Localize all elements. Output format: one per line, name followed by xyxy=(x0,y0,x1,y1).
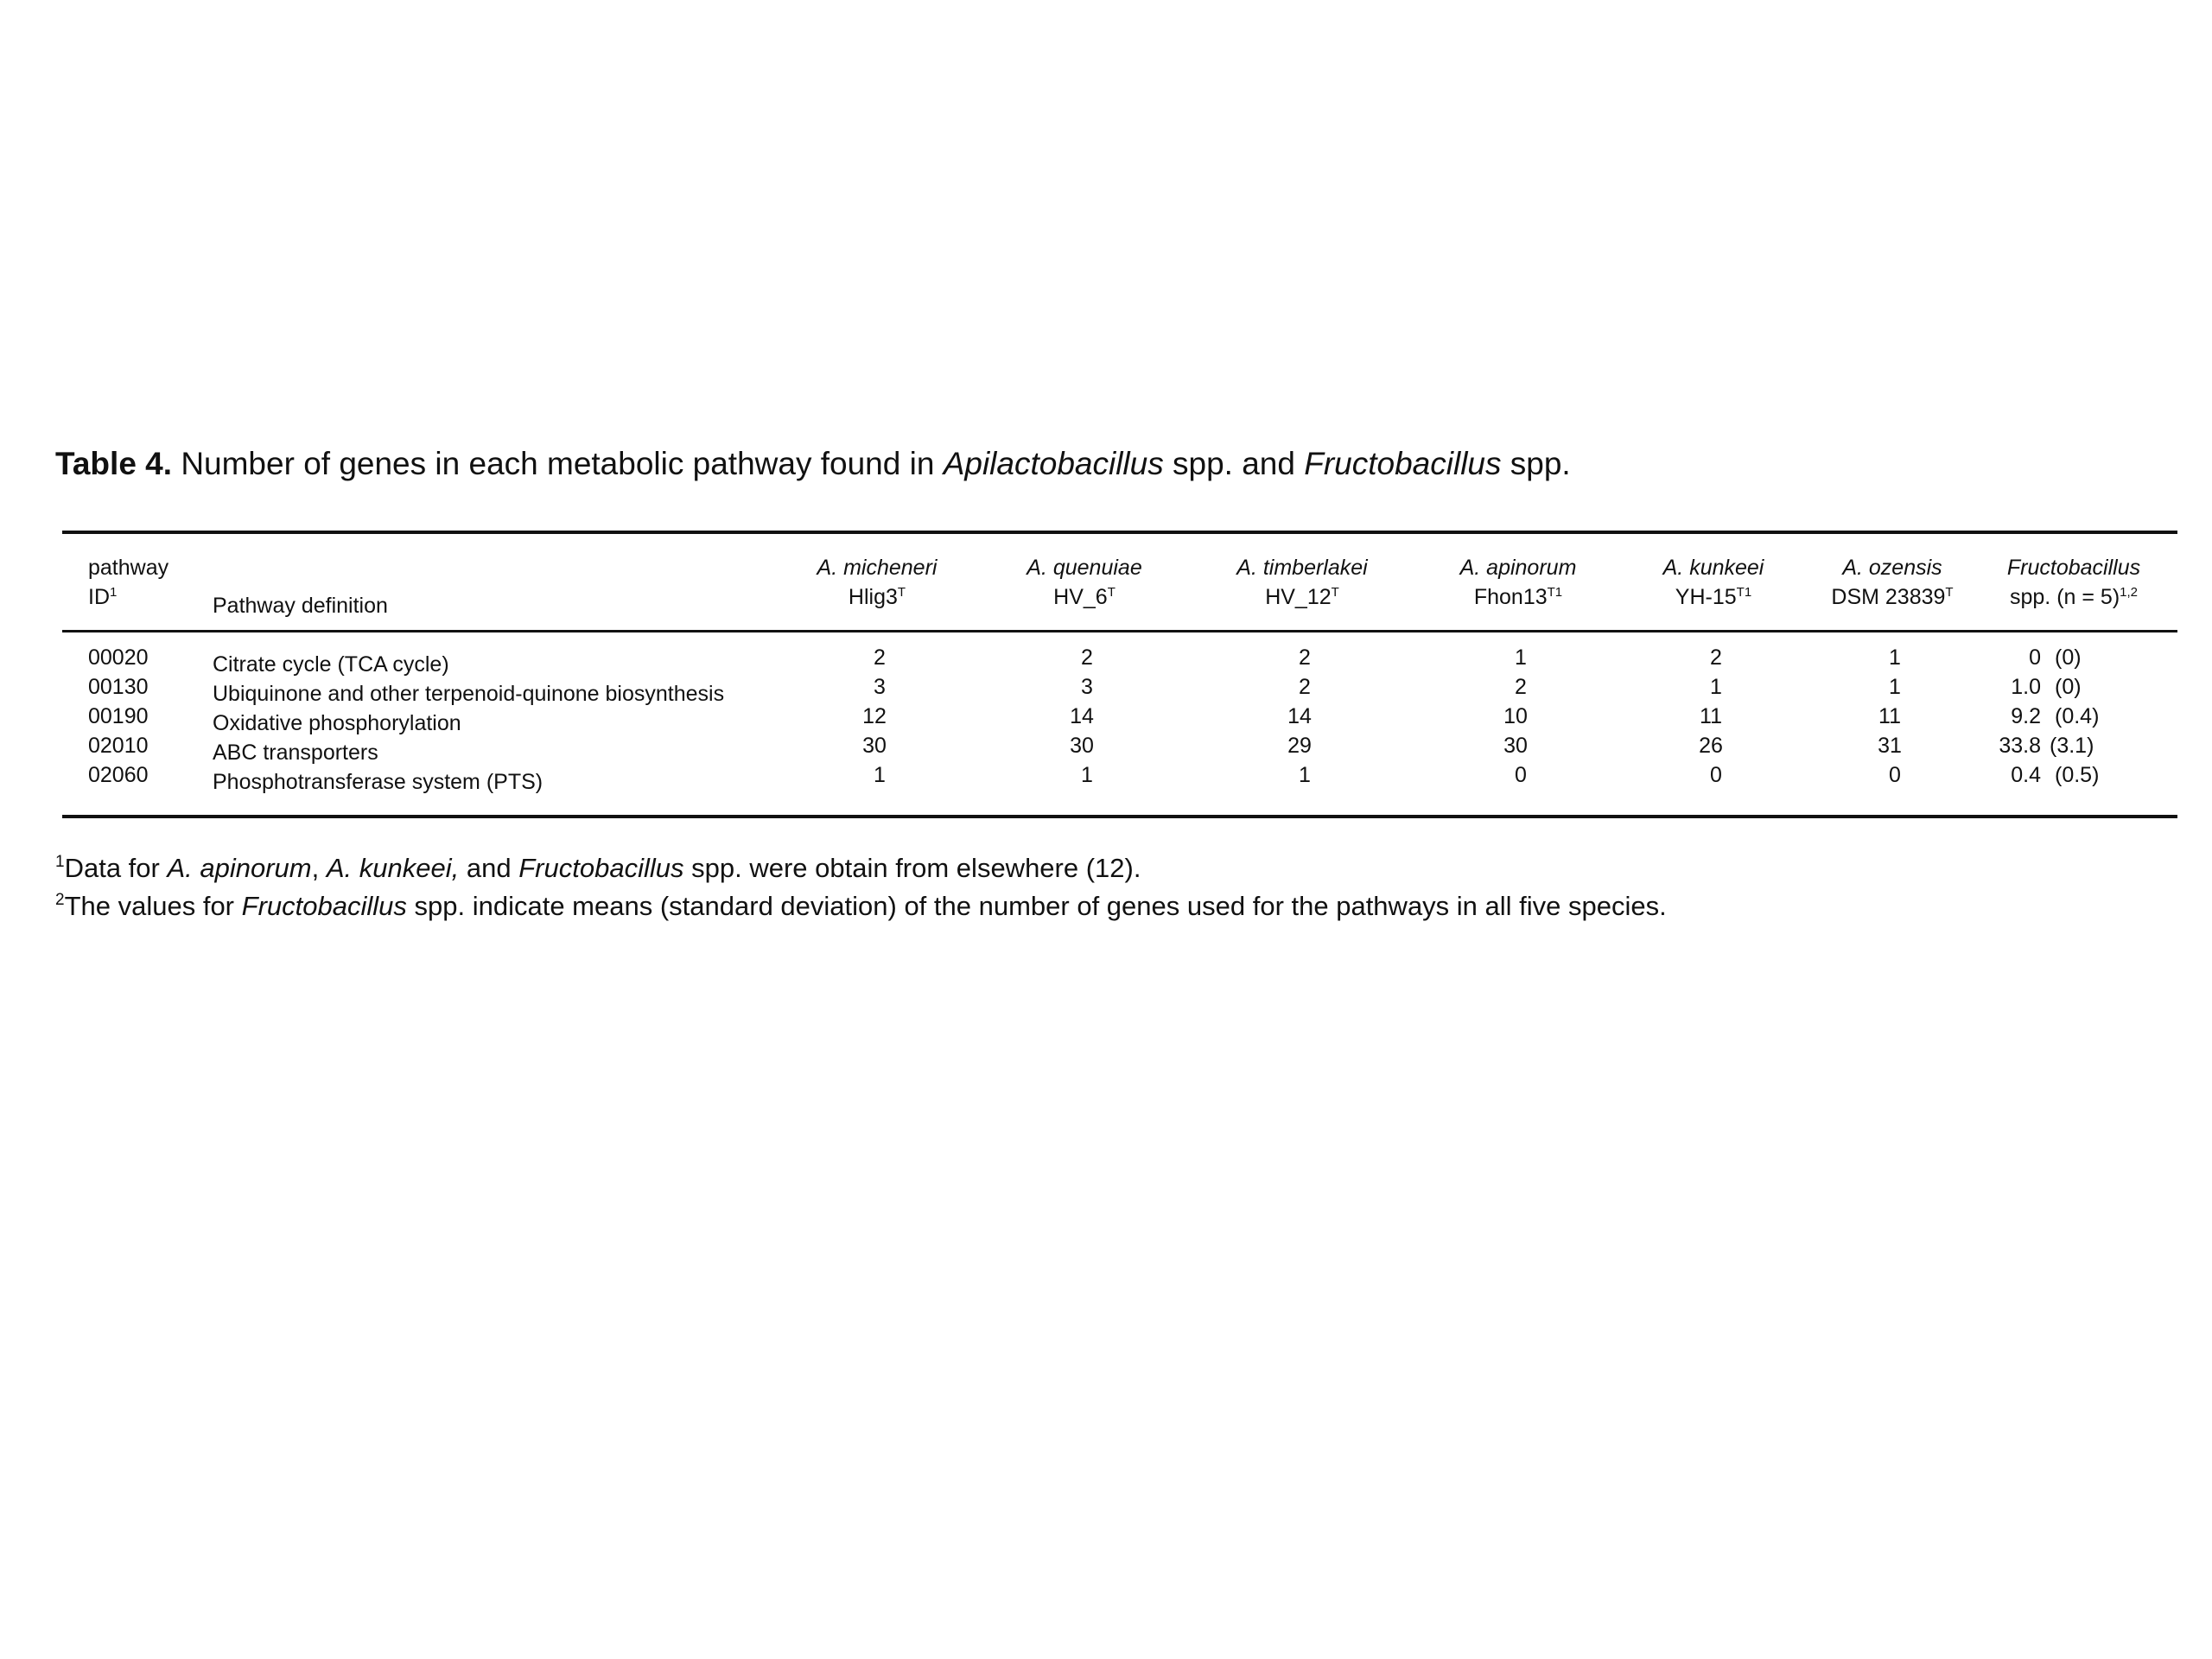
row-3-col-6: 11 xyxy=(1878,704,1901,728)
row-5-fructo-mean: 0.4 xyxy=(2011,763,2041,787)
row-1-definition: Citrate cycle (TCA cycle) xyxy=(213,652,449,677)
header-strain-3: $HV\_12^T$ xyxy=(1265,585,1339,609)
row-4-col-3: 29 xyxy=(1287,734,1312,758)
caption-genus-1: Apilactobacillus xyxy=(943,446,1164,481)
row-3-col-4: 10 xyxy=(1503,704,1528,728)
footnote-2: $^2$The values for Fructobacillus spp. indicate means (standard deviation) of the number of genes used for the pathways in all five species. xyxy=(55,891,1667,921)
row-5-col-4: 0 xyxy=(1515,763,1527,787)
row-2-id: 00130 xyxy=(88,675,149,699)
header-strain-7: spp. (n = 5)$^{1,2}$ xyxy=(2009,585,2139,609)
row-1-col-1: 2 xyxy=(874,645,886,670)
row-3-col-3: 14 xyxy=(1287,704,1312,728)
row-1-col-6: 1 xyxy=(1889,645,1901,670)
row-4-col-4: 30 xyxy=(1503,734,1528,758)
row-1-col-3: 2 xyxy=(1299,645,1311,670)
header-strain-1: $Hlig3^T$ xyxy=(848,585,906,609)
row-5-col-1: 1 xyxy=(874,763,886,787)
caption-text-2: spp. and xyxy=(1173,446,1295,481)
header-strain-6: DSM $23839^T$ xyxy=(1831,585,1954,609)
row-4-col-6: 31 xyxy=(1878,734,1902,758)
table-caption xyxy=(55,442,1571,486)
row-1-fructo-sd: (0) xyxy=(2055,645,2082,670)
row-5-col-2: 1 xyxy=(1081,763,1093,787)
row-2-col-2: 3 xyxy=(1081,675,1093,699)
table-top-rule xyxy=(62,531,2177,534)
row-1-col-4: 1 xyxy=(1515,645,1527,670)
row-3-col-2: 14 xyxy=(1070,704,1094,728)
row-4-col-1: 30 xyxy=(862,734,887,758)
header-species-3: A. timberlakei xyxy=(1236,556,1368,580)
row-2-col-5: 1 xyxy=(1710,675,1722,699)
header-species-6: A. ozensis xyxy=(1842,556,1942,580)
header-strain-2: $HV\_6^T$ xyxy=(1053,585,1116,609)
row-3-col-5: 11 xyxy=(1700,704,1722,728)
row-2-col-4: 2 xyxy=(1515,675,1527,699)
row-2-fructo-mean: 1.0 xyxy=(2011,675,2041,699)
row-4-fructo-mean: 33.8 xyxy=(1999,734,2041,758)
row-2-col-1: 3 xyxy=(874,675,886,699)
table-header-rule xyxy=(62,630,2177,632)
row-5-id: 02060 xyxy=(88,763,149,787)
header-pathway-label: pathway xyxy=(88,556,169,580)
header-pathway-definition: Pathway definition xyxy=(213,594,388,618)
header-strain-5: $YH-15^{T1}$ xyxy=(1675,585,1752,609)
row-3-fructo-sd: (0.4) xyxy=(2055,704,2100,728)
caption-text-3: spp. xyxy=(1510,446,1571,481)
row-2-definition: Ubiquinone and other terpenoid-quinone biosynthesis xyxy=(213,682,725,706)
caption-text-1: Number of genes in each metabolic pathway found in xyxy=(181,446,935,481)
header-species-2: A. quenuiae xyxy=(1027,556,1142,580)
row-4-col-5: 26 xyxy=(1699,734,1723,758)
row-4-fructo-sd: (3.1) xyxy=(2050,734,2094,758)
header-species-5: A. kunkeei xyxy=(1662,556,1764,580)
row-1-fructo-mean: 0 xyxy=(2029,645,2041,670)
footnote-1: $^1$Data for A. apinorum, A. kunkeei, and Fructobacillus spp. were obtain from elsewhere (12). xyxy=(55,853,1141,883)
row-5-col-3: 1 xyxy=(1299,763,1311,787)
row-4-definition: ABC transporters xyxy=(213,741,378,765)
row-5-col-6: 0 xyxy=(1889,763,1901,787)
caption-genus-2: Fructobacillus xyxy=(1304,446,1502,481)
header-species-7: Fructobacillus xyxy=(2006,556,2141,580)
row-5-col-5: 0 xyxy=(1710,763,1722,787)
row-3-fructo-mean: 9.2 xyxy=(2011,704,2041,728)
table-bottom-rule xyxy=(62,815,2177,818)
row-1-id: 00020 xyxy=(88,645,149,670)
row-2-col-6: 1 xyxy=(1889,675,1901,699)
row-5-fructo-sd: (0.5) xyxy=(2055,763,2100,787)
header-id-label: $ID^1$ xyxy=(88,585,118,609)
header-strain-4: $Fhon13^{T1}$ xyxy=(1473,585,1563,609)
row-2-col-3: 2 xyxy=(1299,675,1311,699)
row-1-col-2: 2 xyxy=(1081,645,1093,670)
row-2-fructo-sd: (0) xyxy=(2055,675,2082,699)
row-4-col-2: 30 xyxy=(1070,734,1094,758)
table-label: Table 4. xyxy=(55,446,173,481)
header-species-1: A. micheneri xyxy=(817,556,938,580)
row-3-col-1: 12 xyxy=(862,704,887,728)
row-3-definition: Oxidative phosphorylation xyxy=(213,711,461,735)
row-5-definition: Phosphotransferase system (PTS) xyxy=(213,770,543,794)
row-1-col-5: 2 xyxy=(1710,645,1722,670)
row-3-id: 00190 xyxy=(88,704,149,728)
row-4-id: 02010 xyxy=(88,734,149,758)
header-species-4: A. apinorum xyxy=(1459,556,1577,580)
